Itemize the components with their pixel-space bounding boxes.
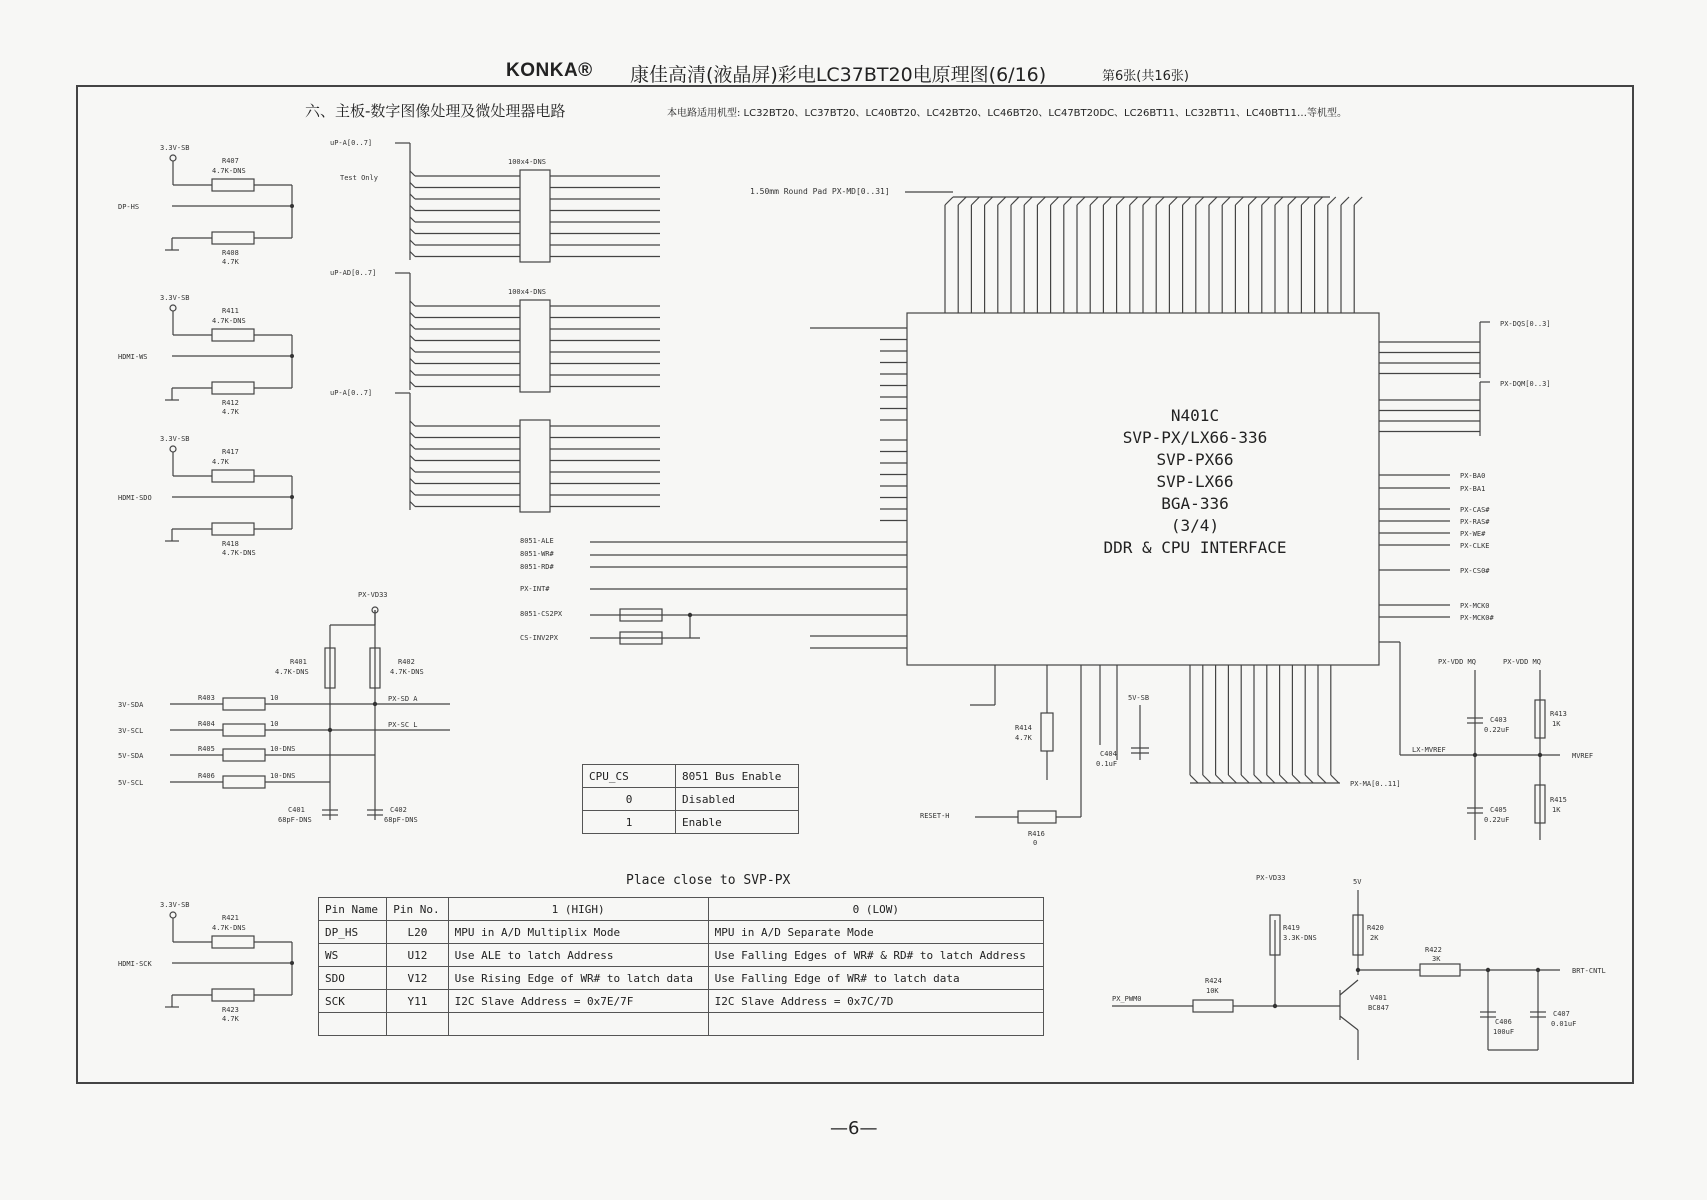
ref-designator: R420 bbox=[1367, 924, 1384, 932]
table-header: 1 (HIGH) bbox=[448, 898, 708, 921]
schematic-label: PX-VD33 bbox=[358, 591, 388, 599]
bus-label: PX-MA[0..11] bbox=[1350, 780, 1401, 788]
component-value: 10-DNS bbox=[270, 772, 296, 780]
net-label: 5V-SCL bbox=[118, 779, 144, 787]
component-value: 4.7K-DNS bbox=[212, 924, 246, 932]
signal-label: PX-MCK0 bbox=[1460, 602, 1490, 610]
ref-designator: R422 bbox=[1425, 946, 1442, 954]
ref-designator: C403 bbox=[1490, 716, 1507, 724]
bus-label: PX-DQS[0..3] bbox=[1500, 320, 1551, 328]
signal-label: PX-CLKE bbox=[1460, 542, 1490, 550]
table-row bbox=[319, 944, 1044, 967]
net-label: BRT-CNTL bbox=[1572, 967, 1606, 975]
ref-designator: R418 bbox=[222, 540, 239, 548]
junction-dot bbox=[1486, 968, 1490, 972]
signal-label: PX-RAS# bbox=[1460, 518, 1490, 526]
schematic-label: 5V bbox=[1353, 878, 1362, 886]
table-cell: WS bbox=[319, 944, 387, 967]
component-value: 4.7K-DNS bbox=[275, 668, 309, 676]
junction-dot bbox=[1356, 968, 1360, 972]
junction-dot bbox=[688, 613, 692, 617]
component-value: 10-DNS bbox=[270, 745, 296, 753]
table-row bbox=[319, 967, 1044, 990]
ref-designator: R419 bbox=[1283, 924, 1300, 932]
table-cell: 1 bbox=[583, 811, 676, 834]
schematic-label: PX-SD A bbox=[388, 695, 418, 703]
table-cell: SCK bbox=[319, 990, 387, 1013]
table-cell: Y11 bbox=[387, 990, 448, 1013]
schematic-label: PX-VD33 bbox=[1256, 874, 1286, 882]
net-label: HDMI-WS bbox=[118, 353, 148, 361]
table-cell: Use Falling Edge of WR# to latch data bbox=[708, 967, 1043, 990]
placement-note: Place close to SVP-PX bbox=[626, 873, 791, 888]
component-value: 1K bbox=[1552, 806, 1561, 814]
component-value: 68pF-DNS bbox=[278, 816, 312, 824]
table-cell bbox=[708, 1013, 1043, 1036]
signal-label: 8051-WR# bbox=[520, 550, 554, 558]
ref-designator: R403 bbox=[198, 694, 215, 702]
chip-line: DDR & CPU INTERFACE bbox=[1103, 538, 1287, 557]
signal-label: PX-WE# bbox=[1460, 530, 1486, 538]
section-title: 六、主板-数字图像处理及微处理器电路 bbox=[305, 102, 566, 120]
ref-designator: R423 bbox=[222, 1006, 239, 1014]
table-row bbox=[583, 765, 799, 788]
signal-label: PX-INT# bbox=[520, 585, 550, 593]
component-value: 4.7K bbox=[1015, 734, 1032, 742]
component-value: 4.7K bbox=[222, 408, 239, 416]
signal-label: PX-CAS# bbox=[1460, 506, 1490, 514]
signal-label: PX-BA0 bbox=[1460, 472, 1486, 480]
component-value: 4.7K bbox=[222, 1015, 239, 1023]
ref-designator: R405 bbox=[198, 745, 215, 753]
schematic-label: LX-MVREF bbox=[1412, 746, 1446, 754]
signal-label: 8051-ALE bbox=[520, 537, 554, 545]
schematic-label: PX-SC L bbox=[388, 721, 418, 729]
component-value: BC847 bbox=[1368, 1004, 1390, 1012]
ref-designator: R402 bbox=[398, 658, 415, 666]
component-value: 0.22uF bbox=[1484, 726, 1510, 734]
component-value: 4.7K bbox=[212, 458, 229, 466]
component-value: 2K bbox=[1370, 934, 1379, 942]
signal-label: PX-MCK0# bbox=[1460, 614, 1494, 622]
chip-line: SVP-PX66 bbox=[1156, 450, 1234, 469]
chip-line: (3/4) bbox=[1170, 516, 1220, 535]
chip-line: SVP-LX66 bbox=[1156, 472, 1234, 491]
component-value: 10 bbox=[270, 694, 279, 702]
junction-dot bbox=[1538, 753, 1542, 757]
signal-label: CS-INV2PX bbox=[520, 634, 558, 642]
net-label: HDMI-SCK bbox=[118, 960, 152, 968]
table-cell: SDO bbox=[319, 967, 387, 990]
net-label: 3V-SCL bbox=[118, 727, 144, 735]
component-value: 100uF bbox=[1493, 1028, 1515, 1036]
component-value: 4.7K bbox=[222, 258, 239, 266]
ref-designator: R417 bbox=[222, 448, 239, 456]
ref-designator: R411 bbox=[222, 307, 239, 315]
ref-designator: V401 bbox=[1370, 994, 1387, 1002]
schematic-label: 3.3V-SB bbox=[160, 901, 190, 909]
table-cell: 0 bbox=[583, 788, 676, 811]
document-title: 康佳高清(液晶屏)彩电LC37BT20电原理图(6/16) bbox=[630, 64, 1047, 86]
table-cell: MPU in A/D Multiplix Mode bbox=[448, 921, 708, 944]
table-cell: U12 bbox=[387, 944, 448, 967]
table-cell: CPU_CS bbox=[583, 765, 676, 788]
bus-label: uP-A[0..7] bbox=[330, 139, 373, 147]
net-label: PX_PWM0 bbox=[1112, 995, 1142, 1003]
component-value: 0 bbox=[1033, 839, 1038, 847]
table-row bbox=[583, 811, 799, 834]
junction-dot bbox=[1273, 1004, 1277, 1008]
table-header: 0 (LOW) bbox=[708, 898, 1043, 921]
component-value: 4.7K-DNS bbox=[212, 167, 246, 175]
junction-dot bbox=[1473, 753, 1477, 757]
chip-line: BGA-336 bbox=[1161, 494, 1229, 513]
ref-designator: R406 bbox=[198, 772, 215, 780]
table-row bbox=[583, 788, 799, 811]
table-cell: MPU in A/D Separate Mode bbox=[708, 921, 1043, 944]
table-cell: Disabled bbox=[676, 788, 799, 811]
table-cell: V12 bbox=[387, 967, 448, 990]
ref-designator: C407 bbox=[1553, 1010, 1570, 1018]
schematic-label: PX-VDD MQ bbox=[1503, 658, 1541, 666]
table-cell bbox=[319, 1013, 387, 1036]
component-value: 1K bbox=[1552, 720, 1561, 728]
brand-logo: KONKA® bbox=[506, 60, 593, 81]
bus-label: uP-A[0..7] bbox=[330, 389, 373, 397]
models-note: 本电路适用机型: LC32BT20、LC37BT20、LC40BT20、LC42BT20、LC46BT20、LC47BT20DC、LC26BT11、LC32BT11、LC40BT11…等机型。 bbox=[667, 108, 1347, 119]
net-label: 3V-SDA bbox=[118, 701, 144, 709]
net-label: 5V-SDA bbox=[118, 752, 144, 760]
ref-designator: R413 bbox=[1550, 710, 1567, 718]
ref-designator: R401 bbox=[290, 658, 307, 666]
net-label: DP-HS bbox=[118, 203, 140, 211]
schematic-label: 5V-SB bbox=[1128, 694, 1150, 702]
ref-designator: R412 bbox=[222, 399, 239, 407]
ref-designator: R414 bbox=[1015, 724, 1032, 732]
component-value: 10K bbox=[1206, 987, 1219, 995]
table-cell: L20 bbox=[387, 921, 448, 944]
bus-label: 1.50mm Round Pad PX-MD[0..31] bbox=[750, 187, 890, 196]
page-number: —6— bbox=[830, 1118, 878, 1139]
ref-designator: R421 bbox=[222, 914, 239, 922]
table-cell bbox=[448, 1013, 708, 1036]
ref-designator: R404 bbox=[198, 720, 215, 728]
cpu-cs-table bbox=[582, 764, 799, 834]
component-value: 3.3K-DNS bbox=[1283, 934, 1317, 942]
ref-designator: R424 bbox=[1205, 977, 1222, 985]
chip-line: N401C bbox=[1170, 406, 1220, 425]
signal-label: 8051-CS2PX bbox=[520, 610, 563, 618]
component-value: 10 bbox=[270, 720, 279, 728]
table-cell: Use Rising Edge of WR# to latch data bbox=[448, 967, 708, 990]
table-row bbox=[319, 990, 1044, 1013]
schematic-label: 100x4-DNS bbox=[508, 288, 546, 296]
junction-dot bbox=[328, 728, 332, 732]
ref-designator: R408 bbox=[222, 249, 239, 257]
component-value: 4.7K-DNS bbox=[390, 668, 424, 676]
schematic-label: 3.3V-SB bbox=[160, 144, 190, 152]
ref-designator: C401 bbox=[288, 806, 305, 814]
component-value: 68pF-DNS bbox=[384, 816, 418, 824]
table-row bbox=[319, 921, 1044, 944]
component-value: 0.22uF bbox=[1484, 816, 1510, 824]
ref-designator: C402 bbox=[390, 806, 407, 814]
signal-label: PX-BA1 bbox=[1460, 485, 1486, 493]
table-cell: I2C Slave Address = 0x7E/7F bbox=[448, 990, 708, 1013]
ref-designator: R415 bbox=[1550, 796, 1567, 804]
component-value: 3K bbox=[1432, 955, 1441, 963]
table-cell: Enable bbox=[676, 811, 799, 834]
net-label: RESET-H bbox=[920, 812, 950, 820]
table-cell: Use Falling Edges of WR# & RD# to latch Address bbox=[708, 944, 1043, 967]
pin-strap-table bbox=[318, 897, 1044, 1036]
bus-label: uP-AD[0..7] bbox=[330, 269, 377, 277]
schematic-label: 100x4-DNS bbox=[508, 158, 546, 166]
table-cell bbox=[387, 1013, 448, 1036]
junction-dot bbox=[1536, 968, 1540, 972]
chip-label bbox=[1020, 405, 1370, 559]
schematic-label: 3.3V-SB bbox=[160, 435, 190, 443]
table-cell: 8051 Bus Enable bbox=[676, 765, 799, 788]
table-cell: Use ALE to latch Address bbox=[448, 944, 708, 967]
table-header: Pin Name bbox=[319, 898, 387, 921]
ref-designator: R407 bbox=[222, 157, 239, 165]
schematic-label: PX-VDD MQ bbox=[1438, 658, 1476, 666]
net-label: HDMI-SDO bbox=[118, 494, 152, 502]
ref-designator: C406 bbox=[1495, 1018, 1512, 1026]
component-value: 4.7K-DNS bbox=[212, 317, 246, 325]
component-value: 0.1uF bbox=[1096, 760, 1118, 768]
schematic-label: MVREF bbox=[1572, 752, 1594, 760]
ref-designator: C405 bbox=[1490, 806, 1507, 814]
bus-label: PX-DQM[0..3] bbox=[1500, 380, 1551, 388]
table-row bbox=[319, 1013, 1044, 1036]
schematic-label: Test Only bbox=[340, 174, 378, 182]
ref-designator: R416 bbox=[1028, 830, 1045, 838]
chip-line: SVP-PX/LX66-336 bbox=[1122, 428, 1268, 447]
sheet-indicator: 第6张(共16张) bbox=[1102, 69, 1189, 84]
table-header-row bbox=[319, 898, 1044, 921]
ref-designator: C404 bbox=[1100, 750, 1117, 758]
component-value: 4.7K-DNS bbox=[222, 549, 256, 557]
table-cell: I2C Slave Address = 0x7C/7D bbox=[708, 990, 1043, 1013]
component-value: 0.01uF bbox=[1551, 1020, 1577, 1028]
signal-label: PX-CS0# bbox=[1460, 567, 1490, 575]
schematic-label: 3.3V-SB bbox=[160, 294, 190, 302]
table-cell: DP_HS bbox=[319, 921, 387, 944]
table-header: Pin No. bbox=[387, 898, 448, 921]
signal-label: 8051-RD# bbox=[520, 563, 554, 571]
junction-dot bbox=[373, 702, 377, 706]
